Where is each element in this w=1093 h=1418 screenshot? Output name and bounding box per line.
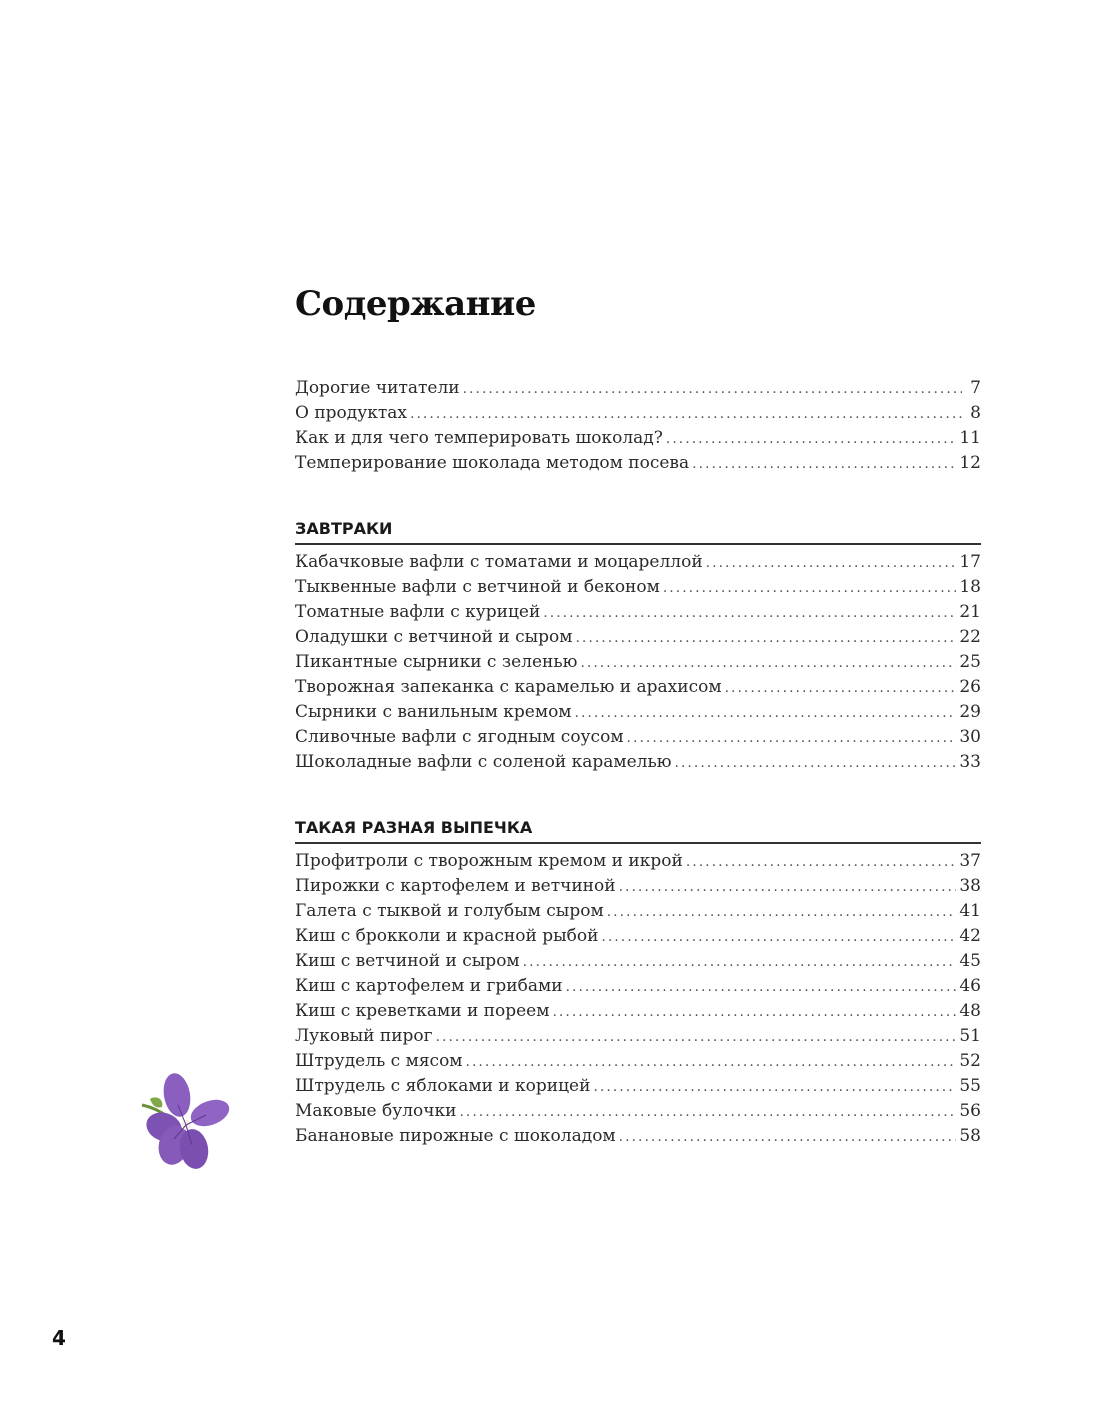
toc-entry[interactable] [295, 1124, 981, 1149]
toc-entry-label: Творожная запеканка с карамелью и арахисом [295, 677, 722, 697]
dot-leader [619, 875, 957, 900]
toc-entry[interactable] [295, 974, 981, 999]
toc-entry-label: Как и для чего темперировать шоколад? [295, 428, 663, 448]
dot-leader [436, 1025, 957, 1050]
toc-entry-label: Штрудель с мясом [295, 1051, 463, 1071]
dot-leader [463, 377, 962, 402]
toc-entry[interactable] [295, 750, 981, 775]
toc-entry-label: Шоколадные вафли с соленой карамелью [295, 752, 672, 772]
toc-entry[interactable] [295, 376, 981, 401]
toc-entry[interactable] [295, 675, 981, 700]
toc-entry-page: 11 [959, 428, 981, 448]
toc-entry[interactable] [295, 451, 981, 476]
toc-entry-page: 30 [959, 727, 981, 747]
dot-leader [692, 452, 956, 477]
dot-leader [566, 975, 957, 1000]
toc-entry-label: Пирожки с картофелем и ветчиной [295, 876, 616, 896]
toc-entry-page: 22 [959, 627, 981, 647]
toc-entry-label: О продуктах [295, 403, 408, 423]
toc-entry[interactable] [295, 550, 981, 575]
page-number: 4 [52, 1326, 66, 1350]
toc-entry-label: Тыквенные вафли с ветчиной и беконом [295, 577, 660, 597]
dot-leader [593, 1075, 956, 1100]
dot-leader [575, 626, 956, 651]
toc-entry-page: 21 [959, 602, 981, 622]
toc-entry-label: Оладушки с ветчиной и сыром [295, 627, 573, 647]
flower-petal-top [160, 1071, 193, 1119]
toc-entry[interactable] [295, 999, 981, 1024]
flower-leaf [150, 1097, 162, 1107]
toc-entry-page: 56 [959, 1101, 981, 1121]
toc-entry-label: Луковый пирог [295, 1026, 433, 1046]
table-of-contents [295, 376, 981, 1149]
toc-entry[interactable] [295, 725, 981, 750]
dot-leader [675, 751, 957, 776]
toc-entry[interactable] [295, 575, 981, 600]
toc-entry[interactable] [295, 1049, 981, 1074]
toc-entry-label: Маковые булочки [295, 1101, 457, 1121]
toc-entry-label: Киш с картофелем и грибами [295, 976, 563, 996]
toc-entry[interactable] [295, 874, 981, 899]
dot-leader [543, 601, 956, 626]
toc-entry-page: 52 [959, 1051, 981, 1071]
dot-leader [666, 427, 956, 452]
toc-entry[interactable] [295, 949, 981, 974]
toc-entry-label: Томатные вафли с курицей [295, 602, 541, 622]
toc-entry-label: Дорогие читатели [295, 378, 460, 398]
dot-leader [663, 576, 957, 601]
toc-entry[interactable] [295, 1099, 981, 1124]
toc-entry-page: 37 [959, 851, 981, 871]
toc-entry[interactable] [295, 924, 981, 949]
toc-entry[interactable] [295, 849, 981, 874]
toc-entry-page: 33 [959, 752, 981, 772]
section-breakfasts [295, 517, 981, 775]
toc-entry-page: 29 [959, 702, 981, 722]
toc-entry-page: 25 [959, 652, 981, 672]
toc-entry-page: 45 [959, 951, 981, 971]
toc-entry[interactable] [295, 625, 981, 650]
toc-entry-page: 46 [959, 976, 981, 996]
page-title: Содержание [295, 284, 536, 324]
dot-leader [607, 900, 957, 925]
section-heading: ТАКАЯ РАЗНАЯ ВЫПЕЧКА [295, 816, 981, 844]
dot-leader [575, 701, 957, 726]
dot-leader [466, 1050, 957, 1075]
toc-entry-label: Киш с брокколи и красной рыбой [295, 926, 599, 946]
toc-entry-label: Темперирование шоколада методом посева [295, 453, 690, 473]
dot-leader [627, 726, 957, 751]
toc-entry-page: 26 [959, 677, 981, 697]
toc-entry[interactable] [295, 700, 981, 725]
toc-entry[interactable] [295, 426, 981, 451]
toc-entry-page: 8 [970, 403, 981, 423]
toc-entry-label: Киш с креветками и пореем [295, 1001, 550, 1021]
section-heading: ЗАВТРАКИ [295, 517, 981, 545]
toc-entry-page: 7 [970, 378, 981, 398]
section-baking [295, 816, 981, 1149]
toc-entry[interactable] [295, 1074, 981, 1099]
toc-entry[interactable] [295, 1024, 981, 1049]
toc-entry-page: 17 [959, 552, 981, 572]
dot-leader [601, 925, 956, 950]
dot-leader [523, 950, 957, 975]
toc-entry[interactable] [295, 401, 981, 426]
toc-entry[interactable] [295, 600, 981, 625]
toc-entry-page: 12 [959, 453, 981, 473]
toc-entry-page: 41 [959, 901, 981, 921]
toc-entry-label: Кабачковые вафли с томатами и моцареллой [295, 552, 703, 572]
toc-entry-page: 55 [959, 1076, 981, 1096]
dot-leader [686, 850, 957, 875]
toc-entry-label: Сырники с ванильным кремом [295, 702, 572, 722]
toc-entry-page: 48 [959, 1001, 981, 1021]
toc-entry-label: Киш с ветчиной и сыром [295, 951, 520, 971]
dot-leader [619, 1125, 957, 1150]
toc-entry-page: 18 [959, 577, 981, 597]
toc-entry-label: Банановые пирожные с шоколадом [295, 1126, 616, 1146]
toc-entry-page: 58 [959, 1126, 981, 1146]
dot-leader [580, 651, 956, 676]
toc-entry[interactable] [295, 899, 981, 924]
toc-entry-label: Галета с тыквой и голубым сыром [295, 901, 604, 921]
dot-leader [706, 551, 957, 576]
toc-entry-page: 51 [959, 1026, 981, 1046]
toc-entry-label: Профитроли с творожным кремом и икрой [295, 851, 683, 871]
violet-flower-icon [122, 1065, 252, 1175]
toc-entry-label: Сливочные вафли с ягодным соусом [295, 727, 624, 747]
flower-petal-right [187, 1095, 233, 1131]
dot-leader [410, 402, 962, 427]
toc-entry[interactable] [295, 650, 981, 675]
toc-entry-page: 38 [959, 876, 981, 896]
dot-leader [552, 1000, 956, 1025]
toc-entry-label: Штрудель с яблоками и корицей [295, 1076, 591, 1096]
dot-leader [725, 676, 957, 701]
intro-list [295, 376, 981, 476]
toc-entry-page: 42 [959, 926, 981, 946]
toc-entry-label: Пикантные сырники с зеленью [295, 652, 578, 672]
dot-leader [459, 1100, 956, 1125]
